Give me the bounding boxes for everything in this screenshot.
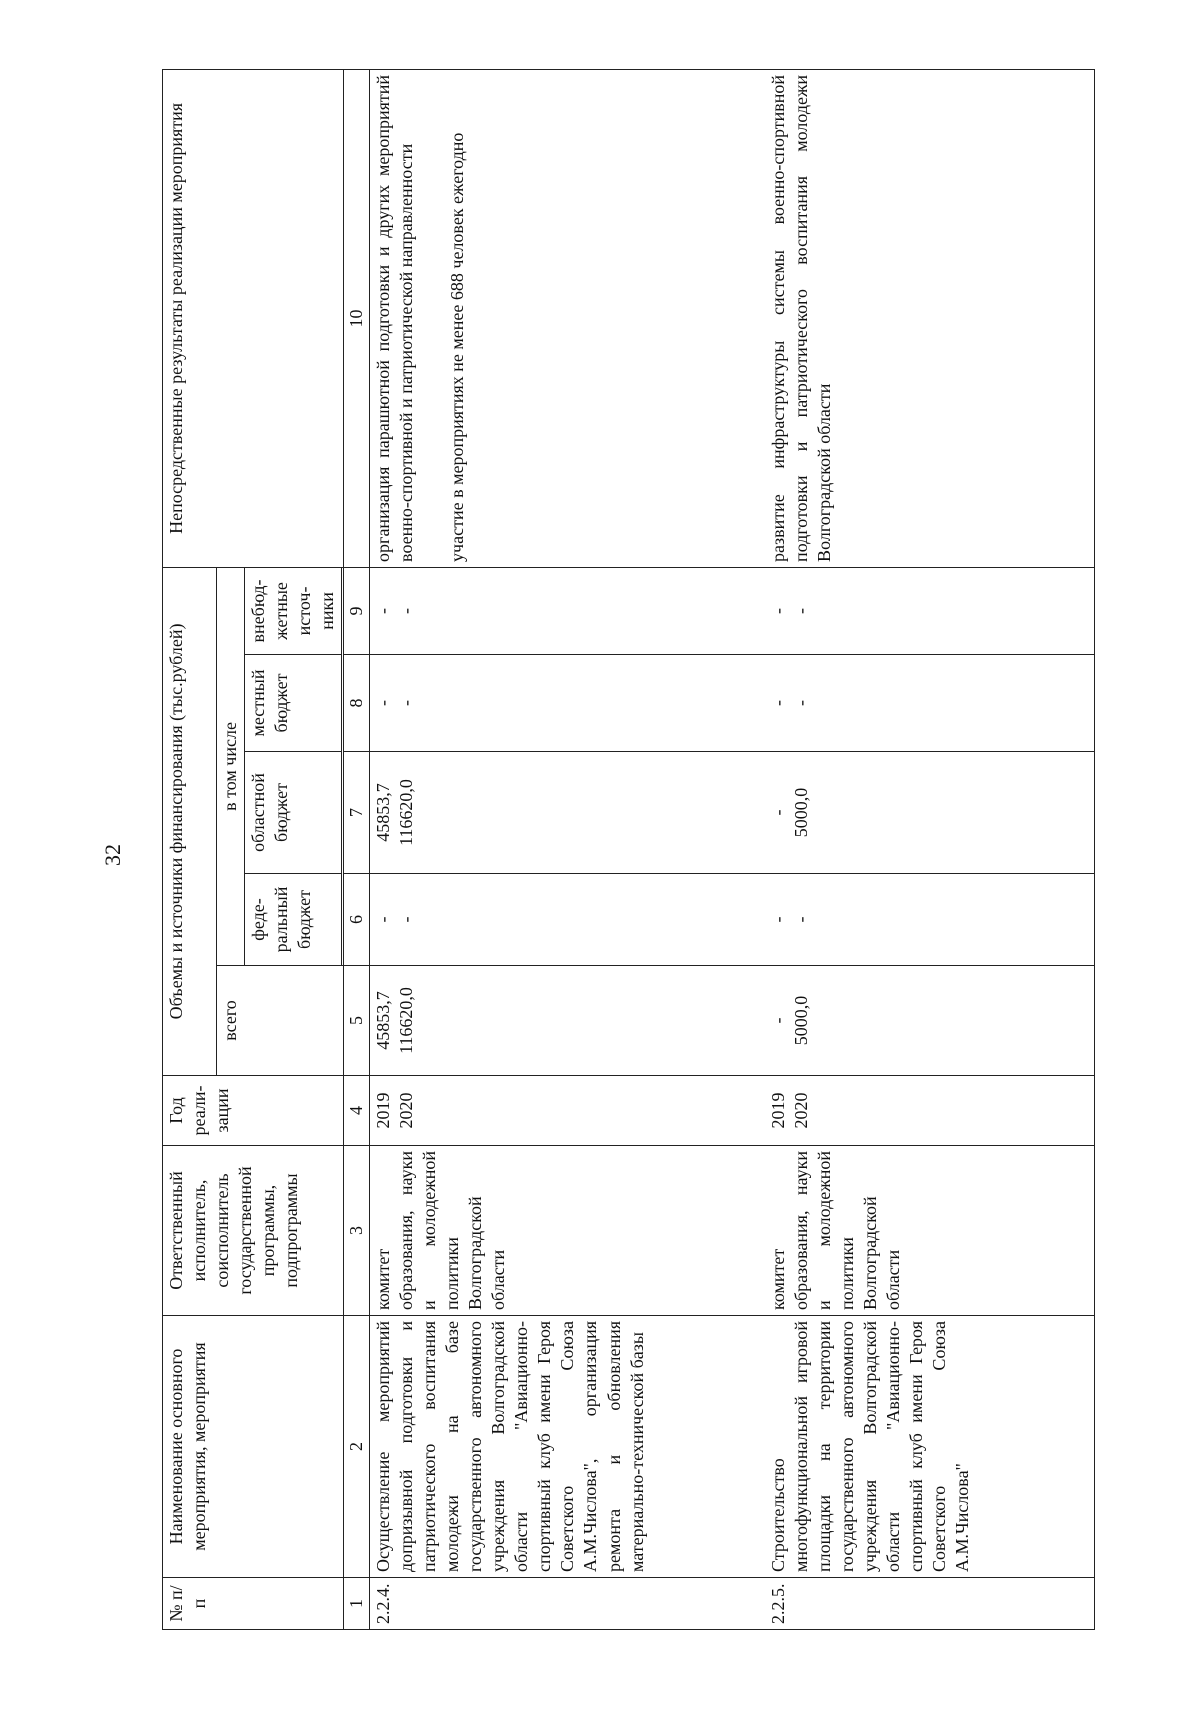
year-value: 2019: [373, 1092, 394, 1129]
col-num: 6: [344, 874, 370, 966]
extra-value: -: [373, 607, 394, 614]
row-num: 2.2.4.: [370, 1578, 765, 1630]
column-number-row: [344, 69, 370, 1629]
page-number: 32: [100, 844, 125, 866]
col-num: 3: [344, 1146, 370, 1316]
year-value: 2020: [790, 1092, 811, 1129]
federal-value: -: [373, 916, 394, 923]
year-value: 2019: [767, 1092, 788, 1129]
col-num: 8: [344, 655, 370, 752]
local-value: -: [396, 700, 417, 706]
table-row: [370, 69, 765, 1629]
local-value: -: [767, 700, 788, 706]
row-years: [765, 1076, 1095, 1146]
table-header: [163, 69, 370, 1629]
row-executor: комитет образования, науки и молодежной политики Волгоградской области: [370, 1146, 765, 1316]
header-local: местный бюджет: [245, 655, 342, 752]
row-local: [765, 655, 1095, 752]
row-regional: [370, 752, 765, 874]
row-results: [370, 69, 765, 567]
header-total: всего: [217, 966, 344, 1076]
row-results: развитие инфраструктуры системы военно-спортивной подготовки и патриотического воспитания молодежи Волгоградской области: [765, 69, 1095, 567]
col-num: 5: [344, 966, 370, 1076]
row-federal: [765, 874, 1095, 966]
row-federal: [370, 874, 765, 966]
header-year: Год реали-зации: [163, 1076, 344, 1146]
total-value: 45853,7: [373, 991, 394, 1050]
row-total: [370, 966, 765, 1076]
local-value: -: [790, 700, 811, 706]
result-text: участие в мероприятиях не менее 688 человек ежегодно: [447, 132, 468, 562]
col-num: 7: [344, 752, 370, 874]
rotated-page: [162, 70, 1182, 1630]
regional-value: 45853,7: [373, 783, 394, 842]
year-value: 2020: [396, 1092, 417, 1129]
col-num: 2: [344, 1316, 370, 1578]
table-row: [765, 69, 1095, 1629]
header-incl: в том числе: [217, 567, 245, 965]
row-executor: комитет образования, науки и молодежной политики Волгоградской области: [765, 1146, 1095, 1316]
extra-value: -: [396, 607, 417, 614]
extra-value: -: [767, 607, 788, 614]
regional-value: 116620,0: [396, 779, 417, 846]
regional-value: 5000,0: [790, 787, 811, 838]
row-total: [765, 966, 1095, 1076]
row-extra: [370, 567, 765, 654]
row-extra: [765, 567, 1095, 654]
col-num: 10: [344, 69, 370, 567]
regional-value: -: [767, 809, 788, 816]
header-federal: феде-ральный бюджет: [245, 874, 342, 966]
total-value: 116620,0: [396, 987, 417, 1054]
header-num: № п/п: [163, 1578, 344, 1630]
row-num: 2.2.5.: [765, 1578, 1095, 1630]
federal-value: -: [396, 916, 417, 923]
federal-value: -: [790, 916, 811, 923]
federal-value: -: [767, 916, 788, 923]
local-value: -: [373, 700, 394, 706]
extra-value: -: [790, 607, 811, 614]
row-years: [370, 1076, 765, 1146]
row-regional: [765, 752, 1095, 874]
row-name: Строительство многофункциональной игровой площадки на территории государственного автономного учреждения Волгоградской области "Авиационно-спортивный клуб имени Героя Советского Союза А.М.Числова": [765, 1316, 1095, 1578]
total-value: 5000,0: [790, 995, 811, 1046]
header-results: Непосредственные результаты реализации мероприятия: [163, 69, 344, 567]
col-num: 4: [344, 1076, 370, 1146]
col-num: 1: [344, 1578, 370, 1630]
header-extra: внебюд-жетные источ-ники: [245, 567, 342, 654]
total-value: -: [767, 1017, 788, 1024]
header-name: Наименование основного мероприятия, мероприятия: [163, 1316, 344, 1578]
col-num: 9: [344, 567, 370, 654]
program-table: [162, 69, 1095, 1630]
row-name: Осуществление мероприятий допризывной подготовки и патриотического воспитания молодежи на базе государственного автономного учреждения Волгоградской области "Авиационно-спортивный клуб имени Героя Советского Союза А.М.Числова", организация ремонта и обновления материально-технической базы: [370, 1316, 765, 1578]
row-local: [370, 655, 765, 752]
header-regional: областной бюджет: [245, 752, 342, 874]
header-finance: Объемы и источники финансирования (тыс.рублей): [163, 567, 217, 1075]
result-text: организация парашютной подготовки и других мероприятий военно-спортивной и патриотической направленности: [373, 74, 417, 562]
header-executor: Ответственный исполнитель, соисполнитель государственной программы, подпрограммы: [163, 1146, 344, 1316]
